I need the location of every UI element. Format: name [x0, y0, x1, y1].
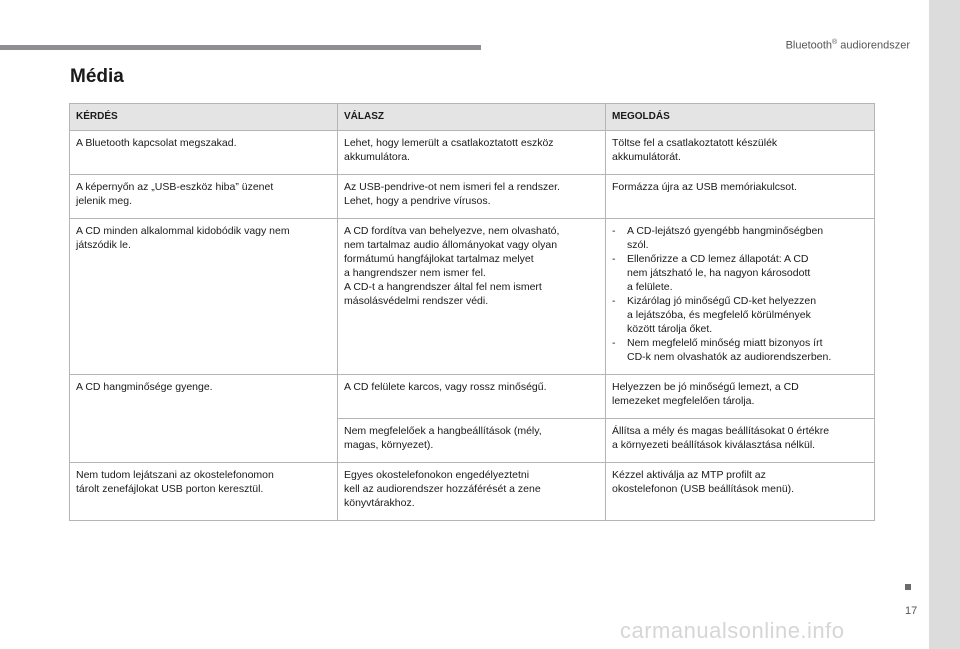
table-row	[70, 375, 875, 419]
answer-cell: Lehet, hogy lemerült a csatlakoztatott eszköz akkumulátora.	[338, 131, 606, 175]
header-rule	[0, 45, 481, 50]
table-row	[70, 463, 875, 521]
answer-cell: A CD fordítva van behelyezve, nem olvasható, nem tartalmaz audio állományokat vagy olyan formátumú hangfájlokat tartalmaz melyet a hangrendszer nem ismer fel. A CD-t a hangrendszer által fel nem ismert másolásvédelmi rendszer védi.	[338, 219, 606, 375]
table-row	[70, 219, 875, 375]
table-row	[70, 175, 875, 219]
solution-cell: Töltse fel a csatlakoztatott készülék akkumulátorát.	[606, 131, 875, 175]
question-cell: Nem tudom lejátszani az okostelefonomon tárolt zenefájlokat USB porton keresztül.	[70, 463, 338, 521]
question-cell: A képernyőn az „USB-eszköz hiba” üzenet jelenik meg.	[70, 175, 338, 219]
table-header-row	[70, 104, 875, 131]
question-cell: A Bluetooth kapcsolat megszakad.	[70, 131, 338, 175]
list-item: - Nem megfelelő minőség miatt bizonyos írt CD-k nem olvashatók az audiorendszerben.	[612, 336, 868, 364]
solution-cell: Állítsa a mély és magas beállításokat 0 értékre a környezeti beállítások kiválasztása nélkül.	[606, 419, 875, 463]
question-cell: A CD minden alkalommal kidobódik vagy nem játszódik le.	[70, 219, 338, 375]
answer-cell: Egyes okostelefonokon engedélyeztetni kell az audiorendszer hozzáférését a zene könyvtárakhoz.	[338, 463, 606, 521]
table-row	[70, 131, 875, 175]
header-answer: VÁLASZ	[338, 104, 606, 131]
header-question: KÉRDÉS	[70, 104, 338, 131]
question-cell: A CD hangminősége gyenge.	[70, 375, 338, 463]
solution-cell: Formázza újra az USB memóriakulcsot.	[606, 175, 875, 219]
solution-cell: Helyezzen be jó minőségű lemezt, a CD lemezeket megfelelően tárolja.	[606, 375, 875, 419]
page-title: Média	[70, 66, 124, 87]
solution-cell: Kézzel aktiválja az MTP profilt az okostelefonon (USB beállítások menü).	[606, 463, 875, 521]
section-header	[786, 39, 910, 52]
answer-cell: Az USB-pendrive-ot nem ismeri fel a rendszer. Lehet, hogy a pendrive vírusos.	[338, 175, 606, 219]
solution-cell	[606, 219, 875, 375]
page-number: 17	[905, 605, 918, 617]
page-marker	[905, 584, 911, 590]
list-item: - A CD-lejátszó gyengébb hangminőségben szól.	[612, 224, 868, 252]
troubleshooting-table	[69, 103, 875, 521]
list-item: - Kizárólag jó minőségű CD-ket helyezzen a lejátszóba, és megfelelő körülmények között tárolja őket.	[612, 294, 868, 336]
header-solution: MEGOLDÁS	[606, 104, 875, 131]
list-item: - Ellenőrizze a CD lemez állapotát: A CD nem játszható le, ha nagyon károsodott a felülete.	[612, 252, 868, 294]
header-title-sup: ®	[832, 39, 838, 46]
solution-list	[612, 224, 868, 364]
header-title-rest: audiorendszer	[837, 39, 910, 52]
answer-cell: Nem megfelelőek a hangbeállítások (mély, magas, környezet).	[338, 419, 606, 463]
side-tab	[929, 0, 960, 649]
answer-cell: A CD felülete karcos, vagy rossz minőségű.	[338, 375, 606, 419]
watermark: carmanualsonline.info	[620, 618, 845, 643]
header-title-main: Bluetooth	[785, 39, 833, 52]
